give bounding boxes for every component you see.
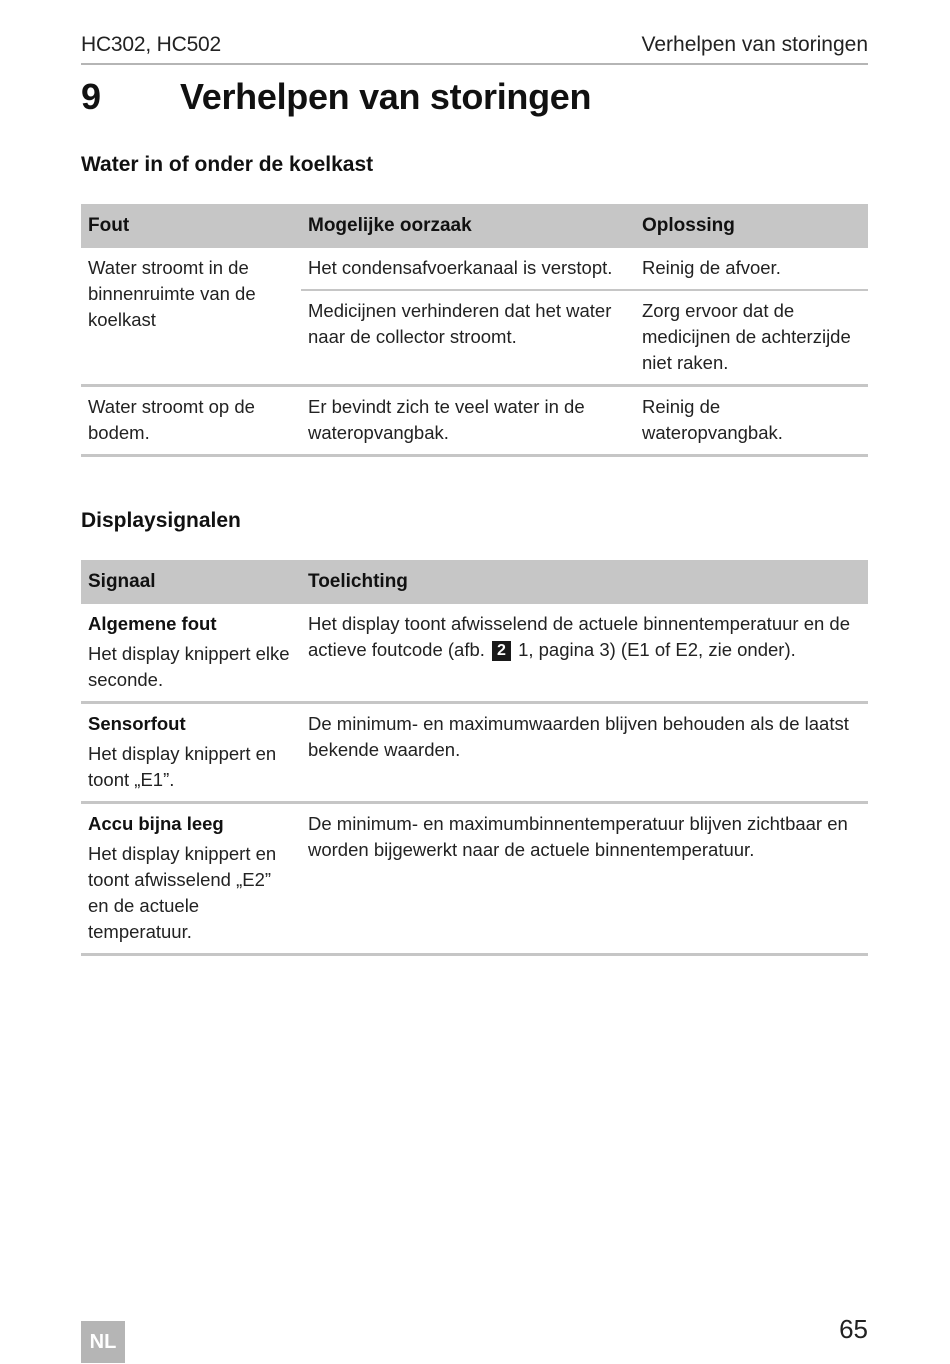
signal-title: Sensorfout	[88, 713, 186, 734]
solution-cell: Zorg ervoor dat de medicijnen de achterzijde niet raken.	[635, 290, 868, 386]
column-header: Signaal	[81, 560, 301, 604]
signal-description: Het display knippert en toont „E1”.	[88, 743, 277, 790]
signal-cell	[81, 604, 301, 703]
signal-cell	[81, 803, 301, 955]
table-header-row	[81, 204, 868, 248]
page-number: 65	[839, 1314, 868, 1344]
section-title-water: Water in of onder de koelkast	[81, 153, 374, 176]
running-header	[81, 31, 868, 65]
column-header: Mogelijke oorzaak	[301, 204, 635, 248]
solution-cell: Reinig de wateropvangbak.	[635, 386, 868, 456]
solution-cell: Reinig de afvoer.	[642, 257, 781, 278]
explanation-cell: De minimum- en maximumbinnentemperatuur blijven zichtbaar en worden bijgewerkt naar de actuele binnentemperatuur.	[301, 803, 868, 955]
header-section: Verhelpen van storingen	[641, 33, 868, 56]
explanation-text: 1, pagina 3) (E1 of E2, zie onder).	[518, 639, 796, 660]
table-row	[81, 803, 868, 955]
table-row	[81, 604, 868, 703]
table-row	[81, 386, 868, 456]
signal-description: Het display knippert elke seconde.	[88, 643, 290, 690]
chapter-title: Verhelpen van storingen	[180, 76, 592, 117]
table-header-row	[81, 560, 868, 604]
table-row	[81, 703, 868, 803]
signal-title: Algemene fout	[88, 613, 217, 634]
header-model: HC302, HC502	[81, 33, 222, 56]
column-header: Toelichting	[301, 560, 868, 604]
explanation-cell: De minimum- en maximumwaarden blijven behouden als de laatst bekende waarden.	[301, 703, 868, 803]
figure-reference-badge: 2	[492, 641, 511, 661]
table-row	[81, 248, 868, 290]
cause-cell: Het condensafvoerkanaal is verstopt.	[308, 257, 613, 278]
column-header: Fout	[81, 204, 301, 248]
signal-title: Accu bijna leeg	[88, 813, 224, 834]
column-header: Oplossing	[635, 204, 868, 248]
signal-description: Het display knippert en toont afwisselend „E2” en de actuele temperatuur.	[88, 843, 277, 942]
explanation-text: Het display toont afwisselend de actuele binnentemperatuur en de actieve foutcode (afb.	[308, 613, 850, 660]
display-signals-table	[81, 560, 868, 956]
signal-cell	[81, 703, 301, 803]
fault-cell: Water stroomt in de binnenruimte van de koelkast	[88, 257, 256, 330]
cause-cell: Er bevindt zich te veel water in de wateropvangbak.	[301, 386, 635, 456]
water-table	[81, 204, 868, 457]
fault-cell: Water stroomt op de bodem.	[81, 386, 301, 456]
section-title-display: Displaysignalen	[81, 509, 241, 532]
chapter-number: 9	[81, 76, 102, 117]
language-badge: NL	[81, 1321, 125, 1363]
cause-cell: Medicijnen verhinderen dat het water naar de collector stroomt.	[301, 290, 635, 386]
explanation-cell	[301, 604, 868, 703]
